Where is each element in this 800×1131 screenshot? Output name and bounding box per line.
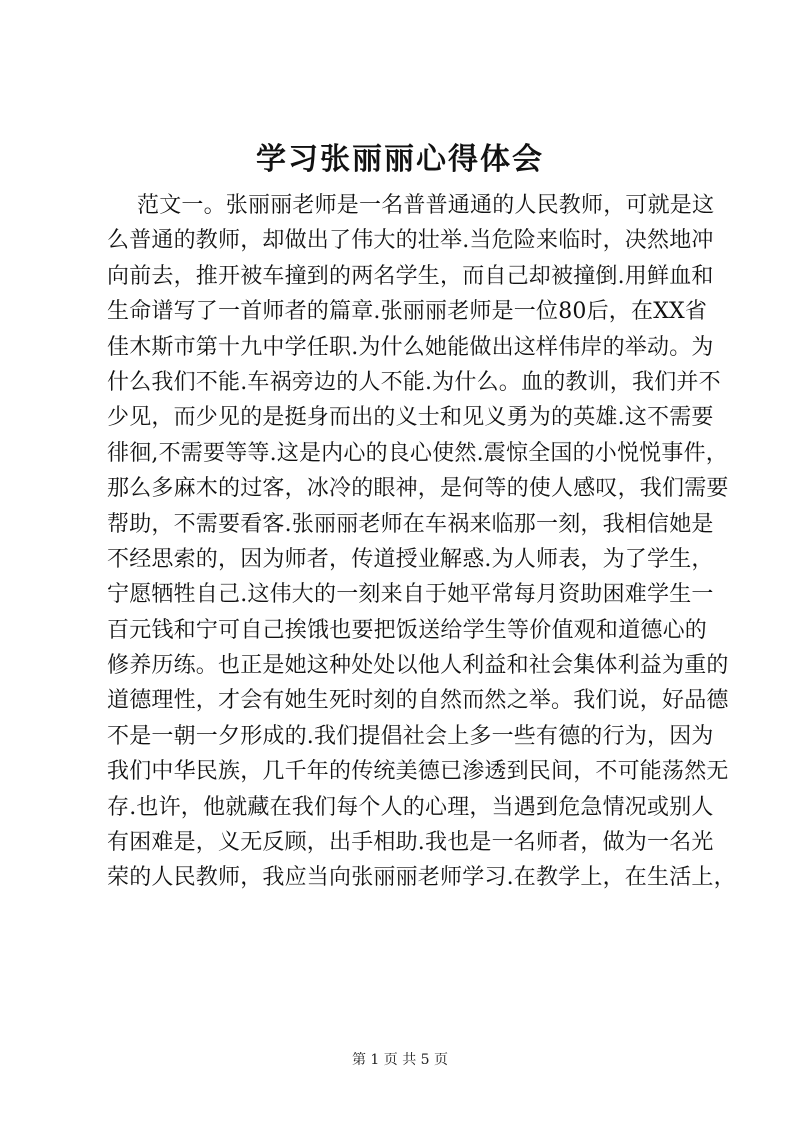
body-line: 修养历练。也正是她这种处处以他人利益和社会集体利益为重的 [107, 653, 729, 679]
page-footer [0, 1050, 800, 1070]
body-line: 存.也许，他就藏在我们每个人的心理，当遇到危急情况或别人 [107, 794, 714, 820]
page-number-label: 第 1 页 共 5 页 [351, 1052, 449, 1068]
body-line: 道德理性，才会有她生死时刻的自然而然之举。我们说，好品德 [107, 688, 729, 714]
body-line: 少见，而少见的是挺身而出的义士和见义勇为的英雄.这不需要 [107, 405, 714, 431]
body-line: 范文一。张丽丽老师是一名普普通通的人民教师，可就是这 [137, 193, 715, 218]
document-title: 学习张丽丽心得体会 [256, 142, 544, 177]
body-line: 宁愿牺牲自己.这伟大的一刻来自于她平常每月资助困难学生一 [107, 582, 714, 608]
body-line: 我们中华民族，几千年的传统美德已渗透到民间，不可能荡然无 [107, 759, 729, 785]
body-line: 有困难是，义无反顾，出手相助.我也是一名师者，做为一名光 [107, 830, 714, 856]
body-line: 那么多麻木的过客，冰冷的眼神，是何等的使人感叹，我们需要 [107, 476, 729, 502]
body-line: 不是一朝一夕形成的.我们提倡社会上多一些有德的行为，因为 [107, 723, 714, 749]
body-line: 百元钱和宁可自己挨饿也要把饭送给学生等价值观和道德心的 [107, 617, 707, 643]
body-line: 荣的人民教师，我应当向张丽丽老师学习.在教学上，在生活上， [107, 865, 736, 891]
body-line: 佳木斯市第十九中学任职.为什么她能做出这样伟岸的举动。为 [107, 334, 714, 360]
body-line: 么普通的教师，却做出了伟大的壮举.当危险来临时，决然地冲 [107, 228, 714, 254]
body-line: 帮助，不需要看客.张丽丽老师在车祸来临那一刻，我相信她是 [107, 511, 714, 537]
body-line: 向前去，推开被车撞到的两名学生，而自己却被撞倒.用鲜血和 [107, 263, 714, 289]
body-line: 徘徊,不需要等等.这是内心的良心使然.震惊全国的小悦悦事件， [107, 440, 728, 466]
body-line: 什么我们不能.车祸旁边的人不能.为什么。血的教训，我们并不 [107, 369, 721, 395]
document-body [107, 188, 736, 896]
body-line: 不经思索的，因为师者，传道授业解惑.为人师表，为了学生， [107, 546, 714, 572]
body-line: 生命谱写了一首师者的篇章.张丽丽老师是一位80后，在XX省 [107, 299, 708, 325]
